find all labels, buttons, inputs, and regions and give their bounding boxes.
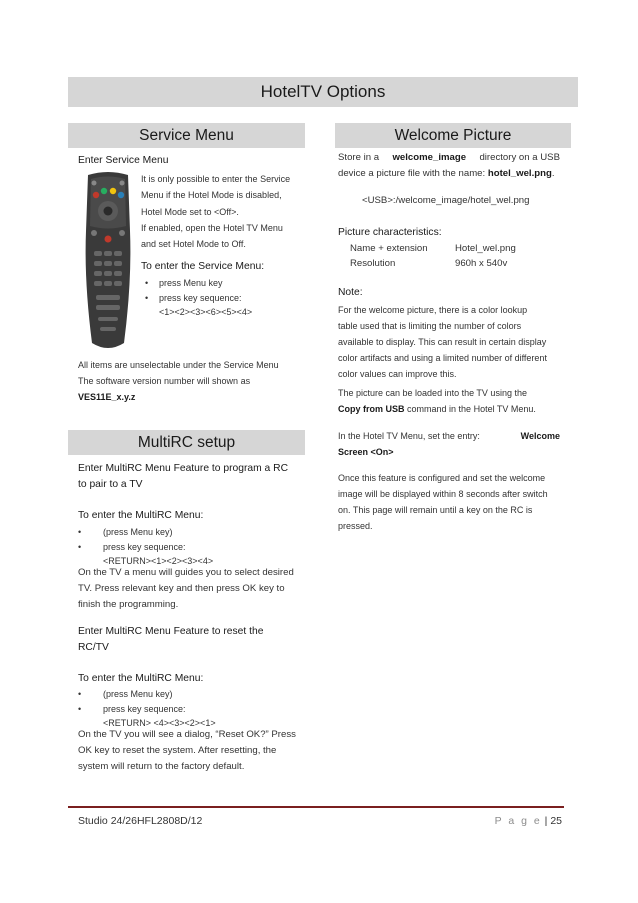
note-line: All items are unselectable under the Service Menu xyxy=(78,360,279,370)
note-line: The software version number will shown as xyxy=(78,376,251,386)
text-line: OK key to reset the system. After resetting, the xyxy=(78,745,277,756)
entry-name: Welcome xyxy=(520,431,560,441)
version-string: VES11E_x.y.z xyxy=(78,392,136,402)
load-line: The picture can be loaded into the TV using the xyxy=(338,388,527,398)
entry-name: Screen <On> xyxy=(338,447,394,457)
heading-line: Enter MultiRC Menu Feature to program a RC xyxy=(78,463,289,474)
picture-characteristics-heading: Picture characteristics: xyxy=(338,227,442,238)
text-line: system will return to the factory default. xyxy=(78,761,245,772)
multirc-program-text xyxy=(78,565,300,613)
multirc-howto-heading-2: To enter the MultiRC Menu: xyxy=(78,673,204,684)
bullet-icon: • xyxy=(145,293,149,303)
final-line: image will be displayed within 8 seconds after switch xyxy=(338,489,548,499)
bullet-icon: • xyxy=(78,689,82,699)
bullet-text: press key sequence: xyxy=(159,293,242,303)
resolution-value: 960h x 540v xyxy=(455,258,508,269)
bullet-text: (press Menu key) xyxy=(103,527,173,537)
multirc-program-sequence: <RETURN><1><2><3><4> xyxy=(103,556,214,566)
set-entry-text xyxy=(338,428,560,460)
multirc-header: MultiRC setup xyxy=(68,430,305,455)
bullet-text: (press Menu key) xyxy=(103,689,173,699)
welcome-picture-header: Welcome Picture xyxy=(335,123,571,148)
note-text xyxy=(338,302,560,382)
load-line xyxy=(338,401,560,417)
final-line: Once this feature is configured and set the welcome xyxy=(338,473,546,483)
text-line: On the TV you will see a dialog, “Reset OK?” Press xyxy=(78,729,296,740)
bullet-text: press key sequence: xyxy=(103,542,186,552)
desc-line: and set Hotel Mode to Off. xyxy=(141,239,246,250)
service-menu-header: Service Menu xyxy=(68,123,305,148)
command-name: Copy from USB xyxy=(338,404,405,414)
intro-text: Store in a xyxy=(338,152,380,163)
intro-line-1 xyxy=(338,150,560,166)
note-line: available to display. This can result in certain display xyxy=(338,337,547,347)
set-line-1 xyxy=(338,428,560,444)
service-menu-howto-heading: To enter the Service Menu: xyxy=(141,261,265,272)
heading-line: to pair to a TV xyxy=(78,479,143,490)
resolution-label: Resolution xyxy=(350,258,396,269)
desc-line: It is only possible to enter the Service xyxy=(141,174,291,184)
page-number: 25 xyxy=(550,815,562,827)
multirc-reset-text xyxy=(78,727,300,775)
footer-model: Studio 24/26HFL2808D/12 xyxy=(78,815,203,827)
name-extension-label: Name + extension xyxy=(350,243,428,254)
multirc-reset-sequence: <RETURN> <4><3><2><1> xyxy=(103,718,216,728)
bullet-icon: • xyxy=(78,527,82,537)
welcome-intro xyxy=(338,150,560,182)
heading-line: Enter MultiRC Menu Feature to reset the xyxy=(78,626,264,637)
final-line: on. This page will remain until a key on the RC is xyxy=(338,505,533,515)
service-key-sequence: <1><2><3><6><5><4> xyxy=(159,307,253,317)
name-extension-value: Hotel_wel.png xyxy=(455,243,516,254)
intro-text: . xyxy=(551,168,555,179)
service-menu-heading: Enter Service Menu xyxy=(78,155,169,166)
bullet-icon: • xyxy=(78,542,82,552)
heading-line: RC/TV xyxy=(78,642,109,653)
remote-control-image xyxy=(80,171,136,351)
note-line: For the welcome picture, there is a color lookup xyxy=(338,305,528,315)
note-line: color artifacts and using a limited number of different xyxy=(338,353,547,363)
load-text xyxy=(338,385,560,417)
page-label: P a g e xyxy=(494,815,542,827)
service-menu-note xyxy=(78,357,300,405)
desc-line: Menu if the Hotel Mode is disabled, xyxy=(141,190,282,201)
service-menu-description xyxy=(141,171,301,252)
footer-divider xyxy=(68,806,564,808)
multirc-reset-heading xyxy=(78,624,300,656)
text-line: finish the programming. xyxy=(78,599,179,610)
bullet-icon: • xyxy=(145,278,149,288)
intro-text: device a picture file with the name: xyxy=(338,168,486,179)
bullet-text: press key sequence: xyxy=(103,704,186,714)
final-line: pressed. xyxy=(338,521,373,531)
intro-text: directory on a USB xyxy=(479,152,560,163)
bullet-icon: • xyxy=(78,704,82,714)
multirc-program-heading xyxy=(78,461,300,493)
footer-page-info xyxy=(495,815,562,827)
load-text-tail: command in the Hotel TV Menu. xyxy=(407,404,536,414)
set-text: In the Hotel TV Menu, set the entry: xyxy=(338,431,480,441)
desc-line: If enabled, open the Hotel TV Menu xyxy=(141,222,283,233)
bullet-text: press Menu key xyxy=(159,278,223,288)
page-title: HotelTV Options xyxy=(68,77,578,107)
text-line: On the TV a menu will guides you to select desired xyxy=(78,567,294,578)
note-heading: Note: xyxy=(338,287,363,298)
text-line: TV. Press relevant key and then press OK key to xyxy=(78,583,285,594)
desc-line: Hotel Mode set to <Off>. xyxy=(141,206,239,217)
intro-line-2 xyxy=(338,166,560,182)
note-line: table used that is limiting the number of colors xyxy=(338,321,522,331)
usb-path: <USB>:/welcome_image/hotel_wel.png xyxy=(362,195,530,206)
page-separator: | xyxy=(544,815,548,827)
directory-name: welcome_image xyxy=(392,152,467,163)
note-line: color values can improve this. xyxy=(338,369,457,379)
file-name: hotel_wel.png xyxy=(487,168,552,179)
multirc-howto-heading-1: To enter the MultiRC Menu: xyxy=(78,510,204,521)
final-text xyxy=(338,470,560,534)
